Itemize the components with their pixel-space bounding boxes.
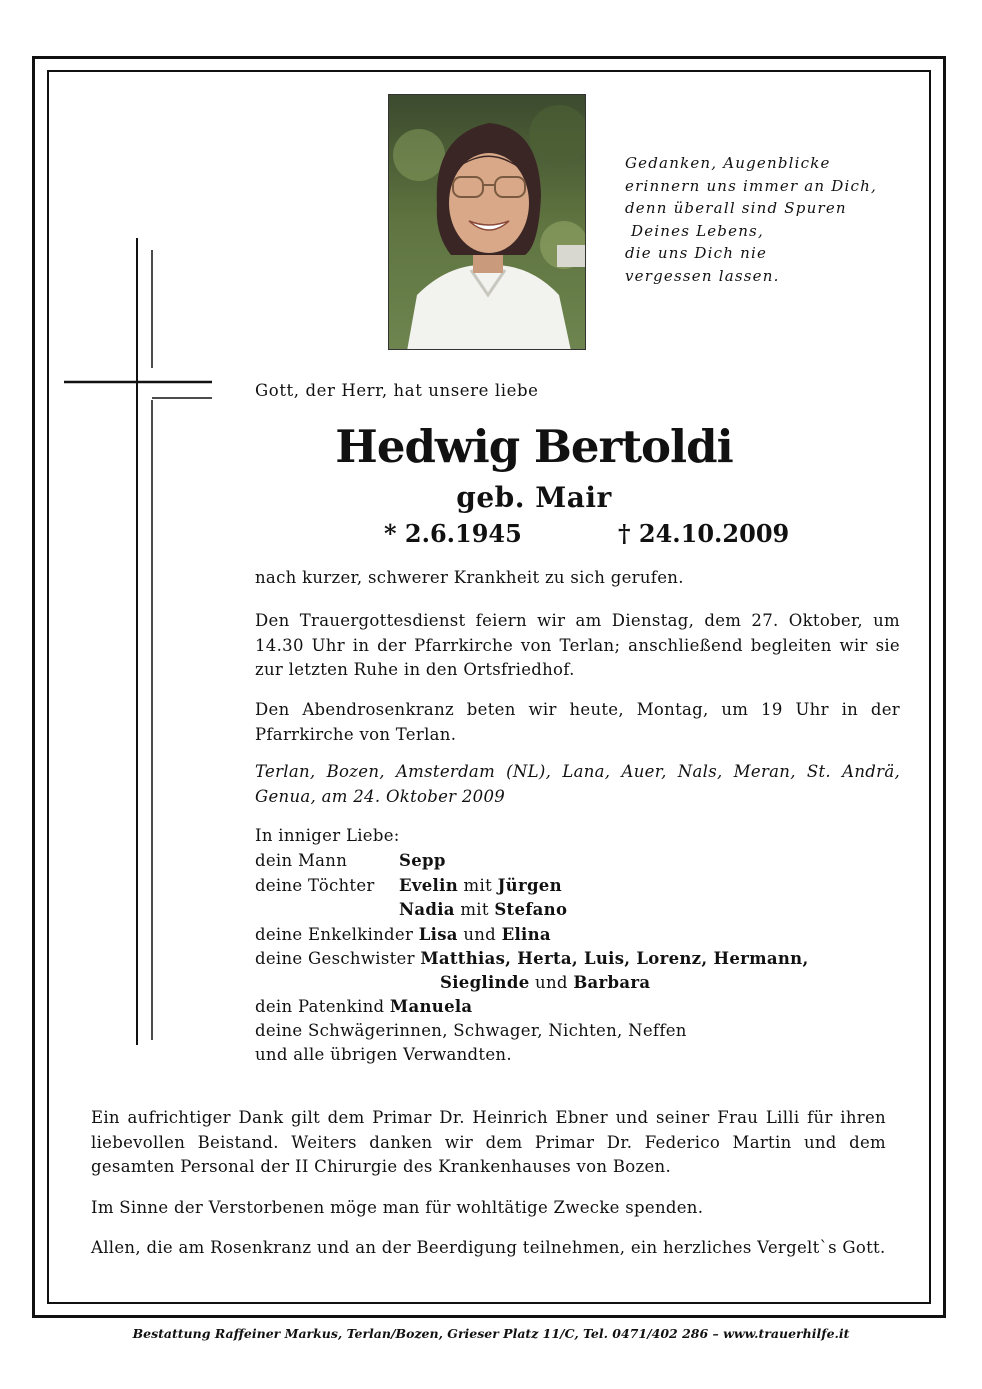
family-with: mit <box>460 900 489 919</box>
poem-line: Gedanken, Augenblicke <box>625 154 831 172</box>
called-text: nach kurzer, schwerer Krankheit zu sich gerufen. <box>255 568 684 587</box>
thanks-text: Ein aufrichtiger Dank gilt dem Primar Dr. Heinrich Ebner und seiner Frau Lilli für ihren liebevollen Beistand. Weiters danken wir dem Primar Dr. Federico Martin und dem gesamten Personal der II Chirurgie des Krankenhauses von Bozen. <box>91 1108 886 1176</box>
portrait-photo <box>388 94 586 350</box>
family-partner: Jürgen <box>497 876 562 895</box>
poem-line: Deines Lebens, <box>625 221 764 240</box>
family-godchild: Manuela <box>389 997 473 1016</box>
family-grandchild: Elina <box>501 925 551 944</box>
funeral-home-footer: Bestattung Raffeiner Markus, Terlan/Bozen, Grieser Platz 11/C, Tel. 0471/402 286 – www.trauerhilfe.it <box>132 1326 850 1341</box>
family-husband-label: dein Mann <box>255 851 348 870</box>
rosary-text: Den Abendrosenkranz beten wir heute, Montag, um 19 Uhr in der Pfarrkirche von Terlan. <box>255 700 900 744</box>
family-siblings: Matthias, Herta, Luis, Lorenz, Hermann, <box>420 949 809 968</box>
poem-line: die uns Dich nie <box>625 244 768 263</box>
funeral-service-text: Den Trauergottesdienst feiern wir am Dienstag, dem 27. Oktober, um 14.30 Uhr in der Pfarrkirche von Terlan; anschließend begleiten wir sie zur letzten Ruhe in den Ortsfriedhof. <box>255 611 900 679</box>
family-godchild-label: dein Patenkind <box>255 997 385 1016</box>
family-grandchild: Lisa <box>418 925 458 944</box>
intro-text: Gott, der Herr, hat unsere liebe <box>255 381 539 400</box>
poem-line: denn überall sind Spuren <box>625 199 847 218</box>
poem-line: erinnern uns immer an Dich, <box>625 176 877 195</box>
family-and: und <box>535 973 568 992</box>
family-siblings-label: deine Geschwister <box>255 949 415 968</box>
family-others: und alle übrigen Verwandten. <box>255 1045 512 1064</box>
donation-text: Im Sinne der Verstorbenen möge man für wohltätige Zwecke spenden. <box>91 1198 704 1217</box>
family-husband: Sepp <box>399 851 446 870</box>
family-inlaws: deine Schwägerinnen, Schwager, Nichten, Neffen <box>255 1021 687 1040</box>
death-date: † 24.10.2009 <box>618 519 790 548</box>
birth-name: geb. Mair <box>456 481 612 514</box>
family-daughters-label: deine Töchter <box>255 876 375 895</box>
deceased-name: Hedwig Bertoldi <box>335 420 733 473</box>
family-grandchildren-label: deine Enkelkinder <box>255 925 414 944</box>
poem-line: vergessen lassen. <box>625 266 780 285</box>
poem <box>625 152 915 288</box>
birth-date: * 2.6.1945 <box>384 519 522 548</box>
family-heading: In inniger Liebe: <box>255 826 400 845</box>
family-with: mit <box>463 876 493 895</box>
family-and: und <box>463 925 497 944</box>
family-daughter: Nadia <box>399 900 455 919</box>
family-daughter: Evelin <box>399 876 458 895</box>
place-date-text: Terlan, Bozen, Amsterdam (NL), Lana, Auer, Nals, Meran, St. Andrä, Genua, am 24. Oktober 2009 <box>255 762 900 806</box>
final-thanks-text: Allen, die am Rosenkranz und an der Beerdigung teilnehmen, ein herzliches Vergelt`s Gott. <box>91 1238 886 1257</box>
family-sibling: Sieglinde <box>440 973 530 992</box>
family-partner: Stefano <box>494 900 568 919</box>
family-sibling: Barbara <box>573 973 651 992</box>
